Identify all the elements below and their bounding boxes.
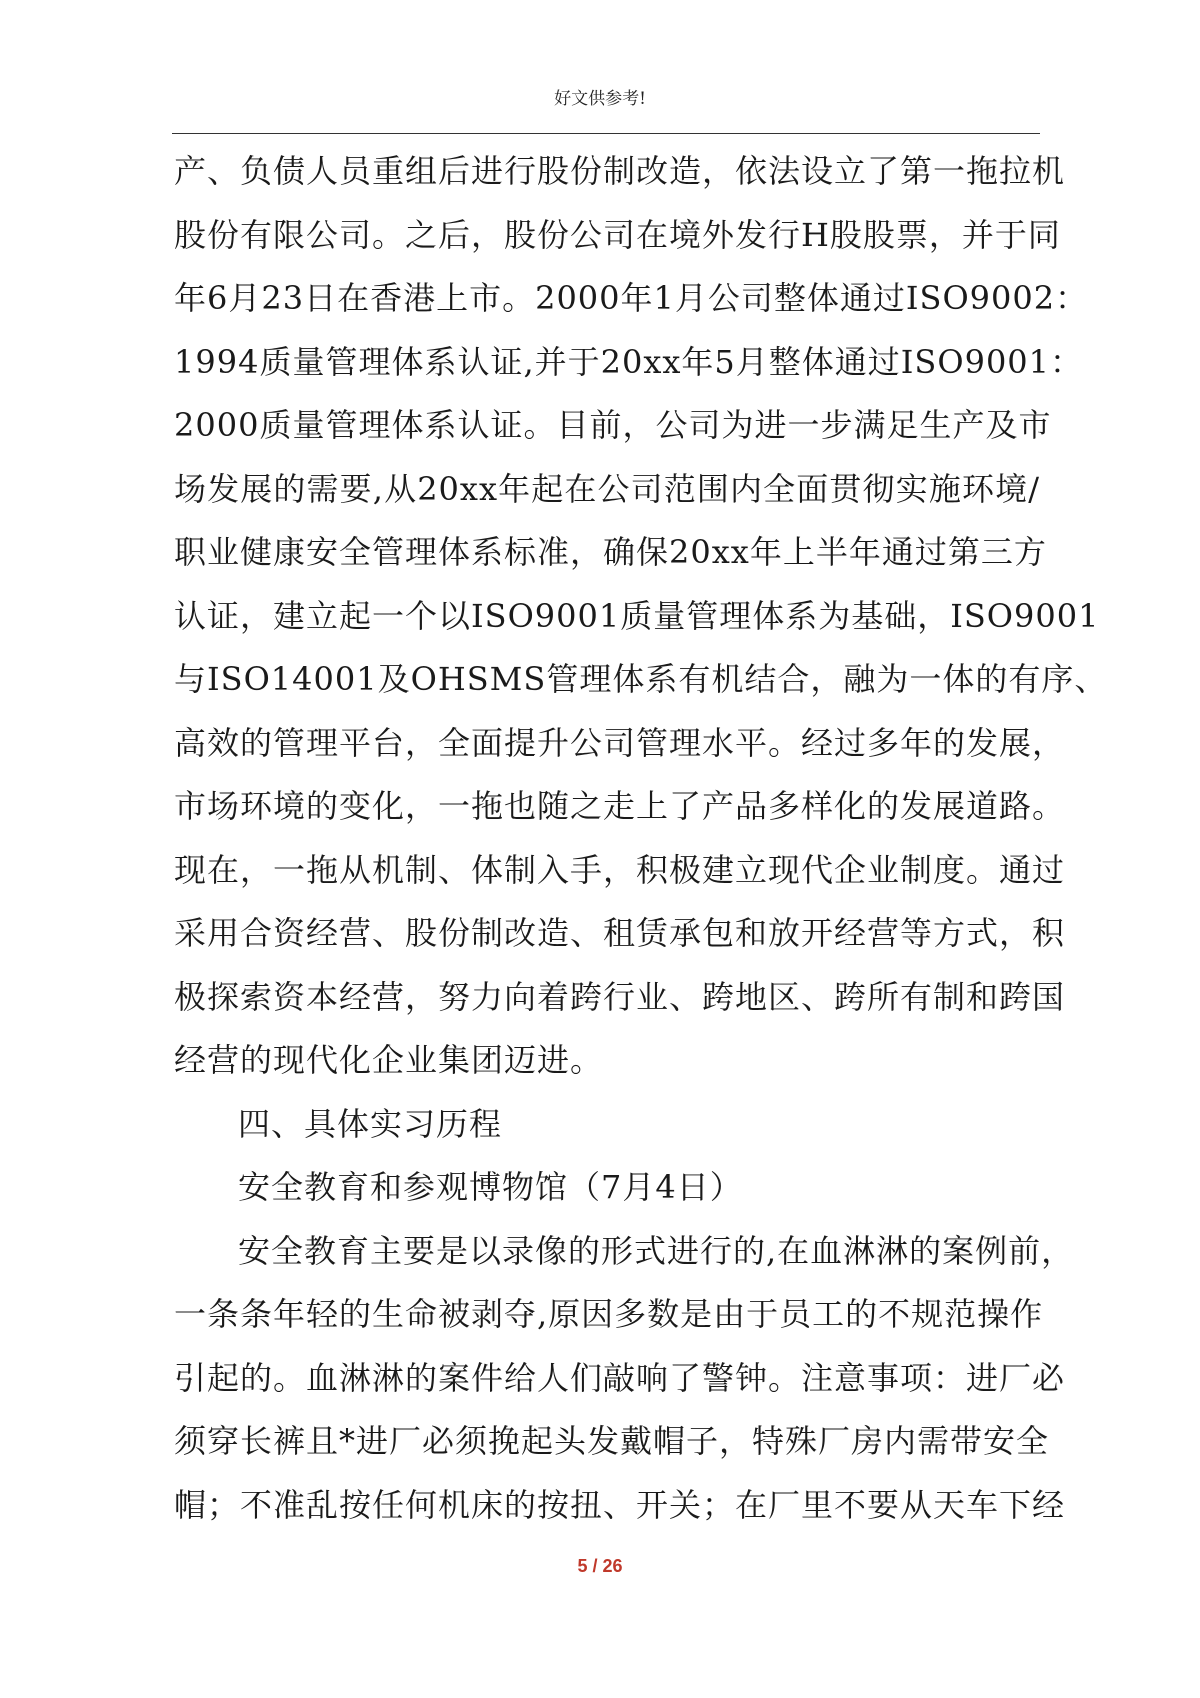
body-line: 现在，一拖从机制、体制入手，积极建立现代企业制度。通过 — [174, 850, 1066, 889]
body-line: 引起的。血淋淋的案件给人们敲响了警钟。注意事项：进厂必 — [174, 1358, 1066, 1397]
page-header: 好文供参考! — [554, 89, 646, 109]
body-line: 须穿长裤且*进厂必须挽起头发戴帽子，特殊厂房内需带安全 — [174, 1422, 1050, 1460]
body-line: 采用合资经营、股份制改造、租赁承包和放开经营等方式，积 — [174, 914, 1066, 952]
body-line: 安全教育主要是以录像的形式进行的,在血淋淋的案例前， — [238, 1231, 1075, 1270]
body-line: 经营的现代化企业集团迈进。 — [174, 1041, 604, 1079]
body-line: 市场环境的变化，一拖也随之走上了产品多样化的发展道路。 — [174, 787, 1066, 825]
header-divider — [172, 133, 1040, 134]
body-line: 股份有限公司。之后，股份公司在境外发行H股股票，并于同 — [174, 215, 1061, 254]
body-line: 一条条年轻的生命被剥夺,原因多数是由于员工的不规范操作 — [174, 1295, 1044, 1333]
page-number: 5 / 26 — [577, 1556, 623, 1576]
document-body — [174, 140, 1108, 1537]
body-line: 高效的管理平台，全面提升公司管理水平。经过多年的发展， — [174, 723, 1066, 762]
sub-heading: 安全教育和参观博物馆（7月4日） — [238, 1168, 743, 1206]
body-line: 2000质量管理体系认证。目前，公司为进一步满足生产及市 — [174, 406, 1052, 444]
body-line: 年6月23日在香港上市。2000年1月公司整体通过ISO9002： — [174, 279, 1089, 317]
section-heading: 四、具体实习历程 — [238, 1104, 503, 1143]
body-line: 认证，建立起一个以ISO9001质量管理体系为基础，ISO9001 — [174, 596, 1100, 635]
body-line: 1994质量管理体系认证,并于20xx年5月整体通过ISO9001： — [174, 342, 1084, 381]
body-line: 极探索资本经营，努力向着跨行业、跨地区、跨所有制和跨国 — [174, 977, 1066, 1016]
body-line: 帽；不准乱按任何机床的按扭、开关；在厂里不要从天车下经 — [174, 1485, 1066, 1524]
body-line: 产、负债人员重组后进行股份制改造，依法设立了第一拖拉机 — [174, 152, 1066, 190]
body-line: 与ISO14001及OHSMS管理体系有机结合，融为一体的有序、 — [174, 660, 1108, 698]
body-line: 职业健康安全管理体系标准，确保20xx年上半年通过第三方 — [174, 533, 1047, 571]
body-line: 场发展的需要,从20xx年起在公司范围内全面贯彻实施环境/ — [174, 469, 1040, 508]
